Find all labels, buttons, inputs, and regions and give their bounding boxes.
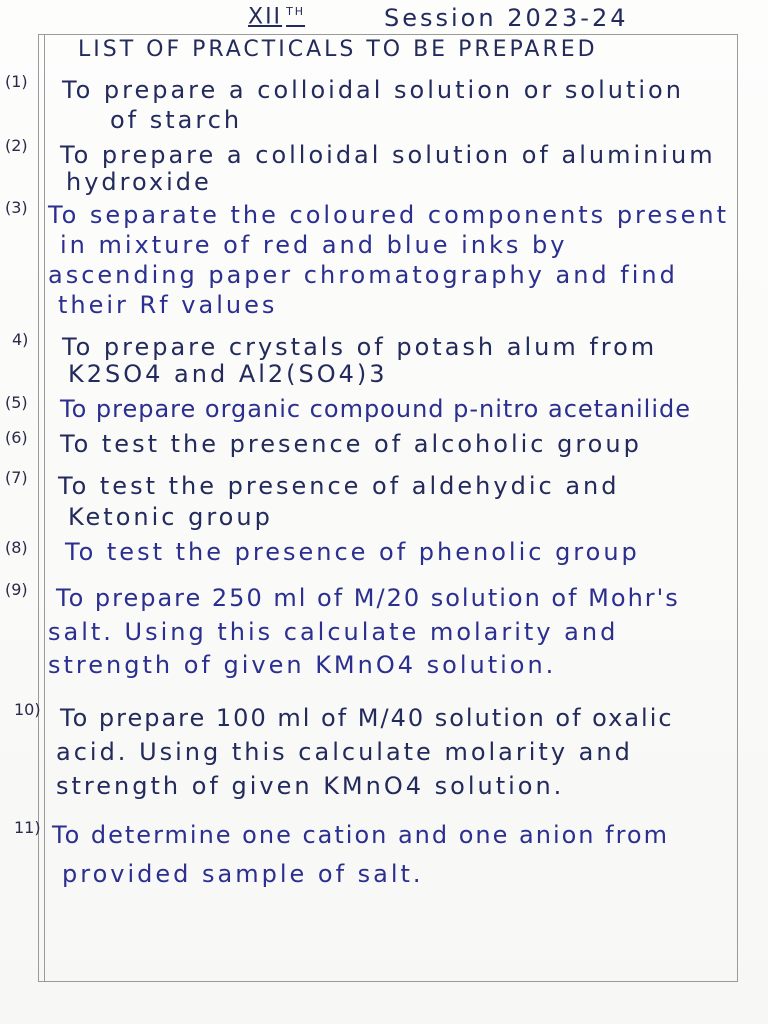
item-number: (5) (5, 393, 28, 412)
session-heading: Session 2023-24 (384, 4, 629, 32)
item-number: (2) (5, 136, 28, 155)
class-label: XII (248, 4, 283, 30)
item-line: To test the presence of alcoholic group (60, 430, 642, 458)
item-line: hydroxide (66, 168, 212, 196)
item-line: of starch (110, 106, 243, 134)
margin-line (44, 34, 45, 982)
item-line: To prepare organic compound p-nitro acetanilide (60, 395, 691, 423)
item-line: strength of given KMnO4 solution. (48, 651, 557, 679)
item-number: (7) (5, 468, 28, 487)
item-line: To test the presence of aldehydic and (58, 472, 620, 500)
item-number: 4) (12, 330, 29, 349)
class-superscript: TH (286, 5, 306, 18)
item-line: salt. Using this calculate molarity and (48, 618, 619, 646)
item-line: acid. Using this calculate molarity and (56, 738, 633, 766)
item-number: (1) (5, 72, 28, 91)
item-line: in mixture of red and blue inks by (60, 231, 568, 259)
item-line: To separate the coloured components present (48, 201, 730, 229)
item-number: (3) (5, 198, 28, 217)
document-title: LIST OF PRACTICALS TO BE PREPARED (78, 37, 598, 62)
item-line: K2SO4 and Al2(SO4)3 (68, 360, 388, 388)
item-line: To prepare a colloidal solution of aluminium (60, 141, 716, 169)
item-line: To prepare crystals of potash alum from (62, 333, 658, 361)
item-line: To test the presence of phenolic group (65, 538, 640, 566)
item-line: ascending paper chromatography and find (48, 261, 678, 289)
item-number: (8) (5, 538, 28, 557)
item-line: To prepare 100 ml of M/40 solution of oxalic (60, 704, 674, 732)
item-number: (6) (5, 428, 28, 447)
item-line: strength of given KMnO4 solution. (56, 772, 565, 800)
item-line: To prepare a colloidal solution or solution (62, 76, 684, 104)
class-heading (248, 6, 305, 28)
item-number: 10) (14, 700, 41, 719)
item-line: To prepare 250 ml of M/20 solution of Mohr's (56, 584, 680, 612)
item-line: Ketonic group (68, 503, 273, 531)
item-line: provided sample of salt. (62, 860, 424, 888)
item-line: their Rf values (58, 291, 278, 319)
item-number: 11) (14, 818, 41, 837)
item-number: (9) (5, 580, 28, 599)
item-line: To determine one cation and one anion from (52, 821, 669, 849)
